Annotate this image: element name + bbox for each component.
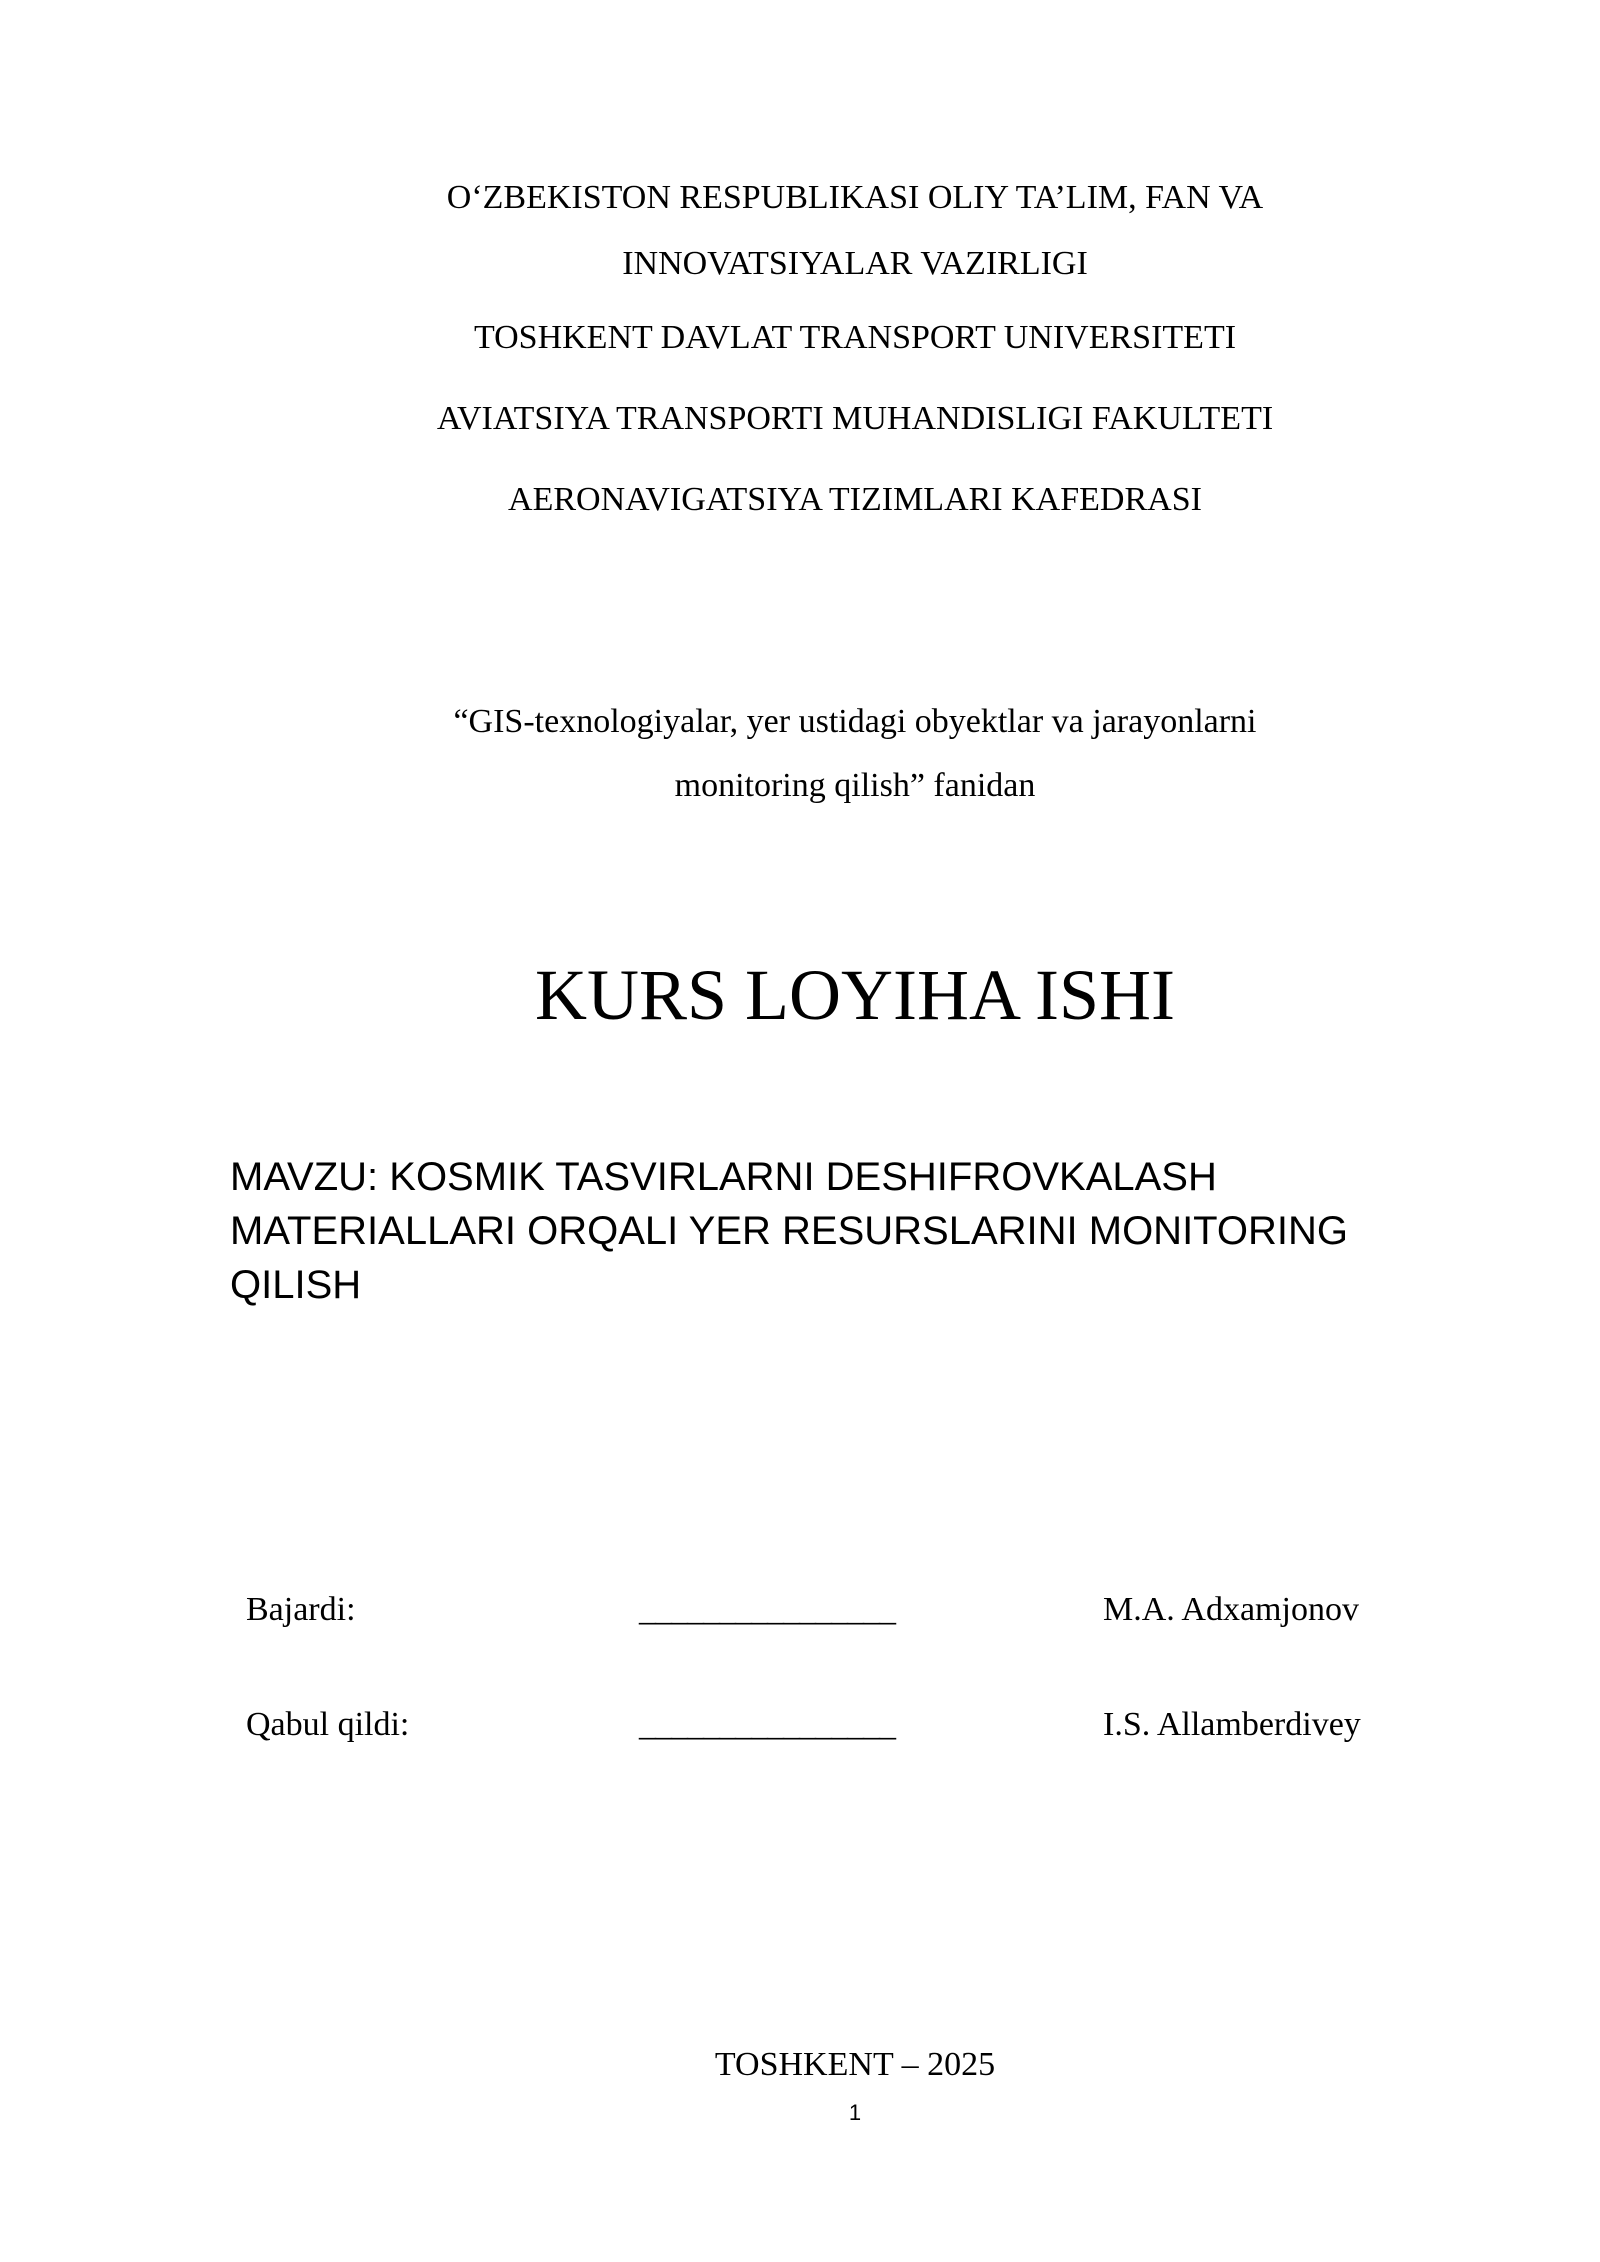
faculty-name: AVIATSIYA TRANSPORTI MUHANDISLIGI FAKULTETI <box>436 400 1274 437</box>
performed-signature-line: ________________ <box>639 1591 895 1628</box>
subject-line-2: monitoring qilish” fanidan <box>674 767 1036 804</box>
topic-line-1: MAVZU: KOSMIK TASVIRLARNI DESHIFROVKALASH <box>230 1155 1217 1199</box>
accepted-name: I.S. Allamberdivey <box>1103 1706 1361 1743</box>
ministry-heading <box>330 165 1380 297</box>
topic-line-3: QILISH <box>230 1263 362 1307</box>
accepted-label: Qabul qildi: <box>246 1706 410 1743</box>
signature-row-accepted <box>246 1700 1396 1750</box>
university-name: TOSHKENT DAVLAT TRANSPORT UNIVERSITETI <box>473 319 1237 356</box>
document-title: KURS LOYIHA ISHI <box>534 955 1176 1035</box>
accepted-signature-line: ________________ <box>639 1706 895 1743</box>
ministry-line-2: INNOVATSIYALAR VAZIRLIGI <box>622 245 1088 282</box>
page-number: 1 <box>848 2100 862 2125</box>
department-name: AERONAVIGATSIYA TIZIMLARI KAFEDRASI <box>508 481 1202 518</box>
ministry-line-1: O‘ZBEKISTON RESPUBLIKASI OLIY TA’LIM, FAN VA <box>446 179 1264 216</box>
topic-line-2: MATERIALLARI ORQALI YER RESURSLARINI MONITORING <box>230 1209 1349 1253</box>
topic-block <box>230 1150 1470 1312</box>
city-year: TOSHKENT – 2025 <box>714 2046 996 2083</box>
subject-heading <box>330 690 1380 818</box>
performed-label: Bajardi: <box>246 1591 356 1628</box>
signature-row-performed <box>246 1585 1396 1635</box>
performed-name: M.A. Adxamjonov <box>1103 1591 1359 1628</box>
subject-line-1: “GIS-texnologiyalar, yer ustidagi obyektlar va jarayonlarni <box>453 703 1257 740</box>
